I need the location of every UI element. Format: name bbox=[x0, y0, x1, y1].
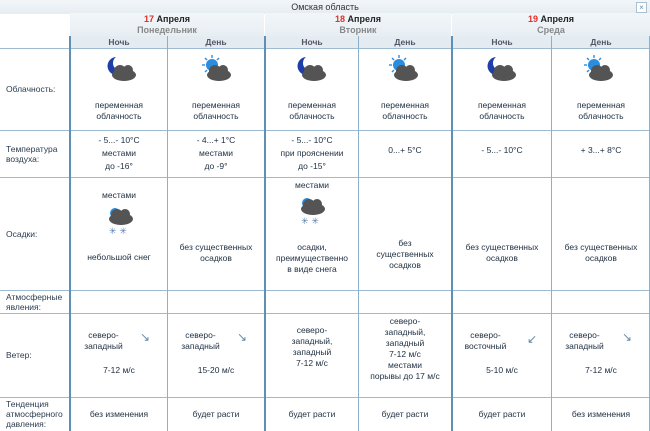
cell-line: существенных bbox=[376, 249, 434, 259]
cloud-snow-icon bbox=[101, 203, 137, 237]
pressure-cell: без изменения bbox=[571, 409, 631, 419]
cell-line: без bbox=[398, 238, 412, 248]
wind-direction bbox=[453, 330, 518, 352]
temp-cell bbox=[71, 134, 167, 173]
wind-direction bbox=[266, 325, 358, 369]
row-divider bbox=[0, 48, 650, 49]
cell-line: облачность bbox=[193, 111, 239, 121]
cell-line: осадков bbox=[585, 253, 617, 263]
period-header: День bbox=[168, 36, 264, 48]
cloud-cell bbox=[453, 100, 551, 122]
sun-cloud-icon bbox=[198, 54, 234, 84]
precip-qualifier: местами bbox=[295, 180, 329, 190]
day-header-2 bbox=[265, 13, 451, 37]
period-header: Ночь bbox=[453, 36, 551, 48]
wind-arrow-icon: ↘ bbox=[140, 330, 151, 344]
cloud-cell bbox=[168, 100, 264, 122]
moon-cloud-icon bbox=[104, 54, 140, 84]
day-weekday: Среда bbox=[537, 25, 565, 35]
pressure-cell: будет расти bbox=[192, 409, 240, 419]
cell-line: преимущественно bbox=[275, 253, 349, 263]
temp-cell bbox=[359, 145, 451, 156]
precip-cell bbox=[266, 242, 358, 275]
wind-speed: 7-12 м/с bbox=[103, 365, 135, 375]
sun-cloud-icon bbox=[385, 54, 421, 84]
cell-line: до -16° bbox=[105, 161, 133, 171]
cell-line: в виде снега bbox=[287, 264, 337, 274]
cell-line: 0...+ 5°C bbox=[388, 145, 422, 155]
precip-cell: небольшой снег bbox=[87, 252, 151, 262]
wind-direction bbox=[71, 330, 136, 352]
cell-line: северо- bbox=[296, 325, 328, 335]
cell-line: восточный bbox=[464, 341, 507, 351]
temp-cell bbox=[168, 134, 264, 173]
cell-line: местами bbox=[199, 148, 233, 158]
cell-line: + 3...+ 8°C bbox=[580, 145, 622, 155]
row-label-line: Атмосферные bbox=[6, 292, 63, 302]
cell-line: северо- bbox=[470, 330, 501, 340]
cell-line: - 4...+ 1°C bbox=[196, 135, 236, 145]
cell-line: при прояснении bbox=[280, 148, 344, 158]
sun-cloud-icon bbox=[580, 54, 616, 84]
moon-cloud-icon bbox=[294, 54, 330, 84]
precip-cell bbox=[359, 238, 451, 271]
pressure-cell: будет расти bbox=[478, 409, 526, 419]
cell-line: северо- bbox=[88, 330, 119, 340]
cloud-cell bbox=[71, 100, 167, 122]
day-number: 19 bbox=[528, 14, 539, 24]
cell-line: переменная bbox=[191, 100, 241, 110]
wind-direction bbox=[552, 330, 617, 352]
cloud-cell bbox=[266, 100, 358, 122]
day-weekday: Понедельник bbox=[137, 25, 197, 35]
period-header: Ночь bbox=[71, 36, 167, 48]
precip-cell bbox=[168, 242, 264, 264]
row-label-pressure bbox=[6, 399, 63, 429]
cell-line: западный bbox=[181, 341, 220, 351]
region-title: Омская область bbox=[0, 0, 650, 14]
wind-speed: 7-12 м/с bbox=[389, 349, 421, 359]
cell-line: западный bbox=[385, 338, 425, 348]
day-number: 17 bbox=[144, 14, 155, 24]
wind-direction bbox=[359, 316, 451, 382]
temp-cell bbox=[453, 145, 551, 156]
cell-line: облачность bbox=[578, 111, 624, 121]
row-label-line: Температура bbox=[6, 144, 58, 154]
cell-line: облачность bbox=[382, 111, 428, 121]
close-button[interactable]: × bbox=[636, 2, 647, 13]
row-label-wind: Ветер: bbox=[6, 350, 32, 360]
row-divider bbox=[0, 397, 650, 398]
cloud-cell bbox=[552, 100, 650, 122]
cell-line: северо- bbox=[389, 316, 421, 326]
day-month: Апреля bbox=[156, 14, 190, 24]
cell-line: западный bbox=[84, 341, 123, 351]
pressure-cell: будет расти bbox=[288, 409, 336, 419]
cell-line: переменная bbox=[477, 100, 527, 110]
cell-line: облачность bbox=[96, 111, 142, 121]
row-label-line: атмосферного bbox=[6, 409, 63, 419]
period-header: День bbox=[359, 36, 451, 48]
period-header: Ночь bbox=[266, 36, 358, 48]
temp-cell bbox=[266, 134, 358, 173]
wind-arrow-icon: ↙ bbox=[527, 332, 538, 346]
cell-line: облачность bbox=[289, 111, 335, 121]
wind-arrow-icon: ↘ bbox=[622, 330, 633, 344]
day-header-3 bbox=[452, 13, 650, 37]
day-month: Апреля bbox=[540, 14, 574, 24]
cell-line: западный bbox=[565, 341, 604, 351]
wind-speed: 7-12 м/с bbox=[296, 358, 328, 368]
day-weekday: Вторник bbox=[339, 25, 377, 35]
precip-cell bbox=[552, 242, 650, 264]
wind-arrow-icon: ↘ bbox=[237, 330, 248, 344]
cell-line: переменная bbox=[287, 100, 337, 110]
day-header-1 bbox=[70, 13, 264, 37]
cell-line: западный, bbox=[384, 327, 426, 337]
cell-line: осадки, bbox=[297, 242, 327, 252]
cell-line: осадков bbox=[486, 253, 518, 263]
cell-line: западный, bbox=[291, 336, 333, 346]
cell-line: без существенных bbox=[564, 242, 638, 252]
cell-line: осадков bbox=[200, 253, 232, 263]
cell-line: - 5...- 10°C bbox=[291, 135, 333, 145]
wind-speed: 15-20 м/с bbox=[197, 365, 235, 375]
cell-line: - 5...- 10°C bbox=[481, 145, 523, 155]
row-label-precip: Осадки: bbox=[6, 229, 38, 239]
column-divider bbox=[264, 36, 266, 431]
cell-line: переменная bbox=[380, 100, 430, 110]
row-label-line: давления: bbox=[6, 419, 47, 429]
cell-line: западный bbox=[292, 347, 332, 357]
cell-line: северо- bbox=[185, 330, 216, 340]
day-month: Апреля bbox=[347, 14, 381, 24]
cell-line: осадков bbox=[389, 260, 421, 270]
cell-line: без существенных bbox=[179, 242, 253, 252]
cell-line: до -15° bbox=[298, 161, 326, 171]
row-divider bbox=[0, 130, 650, 131]
row-divider bbox=[0, 290, 650, 291]
svg-text:✳ ✳: ✳ ✳ bbox=[301, 217, 319, 227]
temp-cell bbox=[552, 145, 650, 156]
wind-direction bbox=[168, 330, 233, 352]
wind-gusts: порывы до 17 м/с bbox=[370, 371, 440, 381]
row-label-line: воздуха: bbox=[6, 154, 40, 164]
pressure-cell: без изменения bbox=[89, 409, 149, 419]
cell-line: местами bbox=[388, 360, 422, 370]
cell-line: до -9° bbox=[204, 161, 228, 171]
row-divider bbox=[0, 313, 650, 314]
cell-line: переменная bbox=[94, 100, 144, 110]
wind-speed: 5-10 м/с bbox=[486, 365, 518, 375]
wind-speed: 7-12 м/с bbox=[585, 365, 617, 375]
svg-text:✳ ✳: ✳ ✳ bbox=[109, 227, 127, 237]
day-number: 18 bbox=[335, 14, 346, 24]
cell-line: местами bbox=[102, 148, 136, 158]
moon-cloud-icon bbox=[484, 54, 520, 84]
cell-line: - 5...- 10°C bbox=[98, 135, 140, 145]
row-label-line: явления: bbox=[6, 302, 42, 312]
period-header: День bbox=[552, 36, 650, 48]
precip-qualifier: местами bbox=[102, 190, 136, 200]
cloud-snow-icon bbox=[293, 193, 329, 227]
row-label-line: Тенденция bbox=[6, 399, 49, 409]
precip-cell bbox=[453, 242, 551, 264]
pressure-cell: будет расти bbox=[381, 409, 429, 419]
row-label-temp bbox=[6, 144, 57, 164]
cell-line: переменная bbox=[576, 100, 626, 110]
row-label-cloud: Облачность: bbox=[6, 84, 56, 94]
row-divider bbox=[0, 177, 650, 178]
cloud-cell bbox=[359, 100, 451, 122]
cell-line: северо- bbox=[569, 330, 600, 340]
cell-line: без существенных bbox=[465, 242, 539, 252]
row-label-phenomena bbox=[6, 292, 62, 312]
cell-line: облачность bbox=[479, 111, 525, 121]
